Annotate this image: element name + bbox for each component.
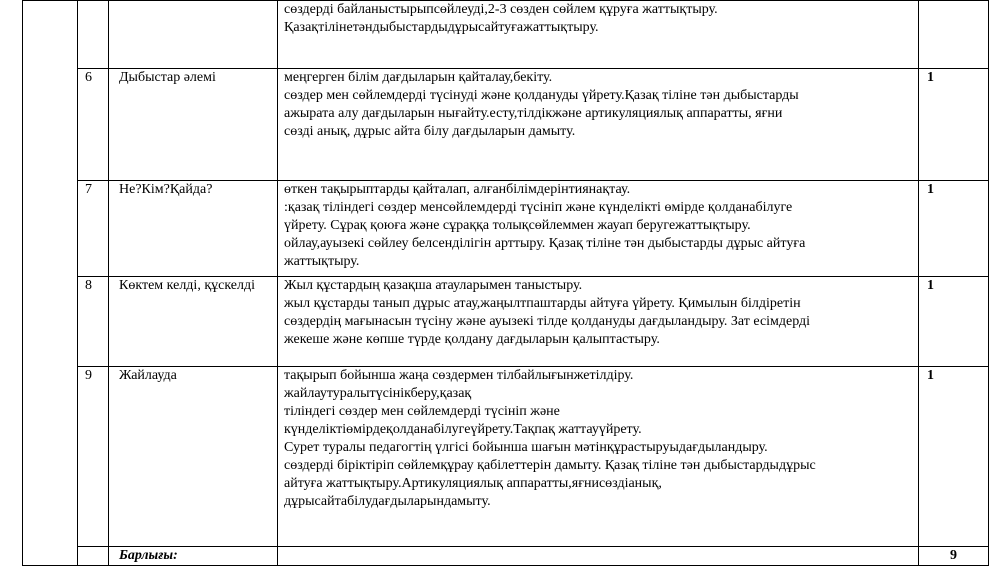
lesson-hours: 1 — [927, 278, 934, 293]
objective-line: өткен тақырыптарды қайталап, алғанбілімдерінтиянақтау. — [284, 182, 631, 197]
lesson-number-cell — [78, 181, 109, 277]
total-empty-cell — [278, 547, 919, 566]
objective-line: сөзді анық, дұрыс айта білу дағдыларын дамыту. — [284, 124, 576, 139]
lesson-number-cell — [78, 69, 109, 181]
lesson-number-cell — [78, 367, 109, 547]
objective-line: айтуға жаттықтыру.Артикуляциялық аппаратты,яғнисөздіанық, — [284, 476, 662, 491]
lesson-topic: Не?Кім?Қайда? — [119, 182, 213, 197]
objective-line: күнделіктіөмірдеқолданабілугеүйрету.Тақпақ жаттауүйрету. — [284, 422, 642, 437]
objective-line: жайлаутуралытүсінікберу,қазақ — [284, 386, 472, 401]
lesson-objectives-cell — [278, 181, 919, 277]
lesson-objectives-cell — [278, 277, 919, 367]
lesson-number: 9 — [85, 368, 92, 383]
lesson-topic-cell — [109, 367, 278, 547]
total-empty-cell — [78, 547, 109, 566]
objective-line: үйрету. Сұрақ қоюға және сұраққа толықсөйлеммен жауап беругежаттықтыру. — [284, 218, 751, 233]
lesson-hours-cell — [919, 277, 989, 367]
objective-line: ойлау,ауызекі сөйлеу белсенділігін арттыру. Қазақ тіліне тән дыбыстарды дұрыс айтуға — [284, 236, 806, 251]
lesson-objectives-cell — [278, 69, 919, 181]
lesson-number-cell — [78, 1, 109, 69]
lesson-topic-cell — [109, 181, 278, 277]
objective-line: сөздер мен сөйлемдерді түсінуді және қолдануды үйрету.Қазақ тіліне тән дыбыстарды — [284, 88, 799, 103]
objective-line: Сурет туралы педагогтің үлгісі бойынша шағын мәтінқұрастыруыдағдыландыру. — [284, 440, 768, 455]
objective-line: сөздердің мағынасын түсіну және ауызекі тілде қолдануды дағдыландыру. Зат есімдерді — [284, 314, 811, 329]
lesson-hours-cell — [919, 1, 989, 69]
total-value: 9 — [919, 547, 989, 566]
objective-line: Жыл құстардың қазақша атауларымен таныстыру. — [284, 278, 583, 293]
lesson-hours: 1 — [927, 70, 934, 85]
objective-line: :қазақ тіліндегі сөздер менсөйлемдерді түсініп және күнделікті өмірде қолданабілуге — [284, 200, 793, 215]
lesson-hours-cell — [919, 69, 989, 181]
objective-line: тіліндегі сөздер мен сөйлемдерді түсініп және — [284, 404, 560, 419]
lesson-topic-cell — [109, 69, 278, 181]
lesson-hours-cell — [919, 367, 989, 547]
lesson-number: 8 — [85, 278, 92, 293]
lesson-number: 6 — [85, 70, 92, 85]
lesson-hours: 1 — [927, 368, 934, 383]
table-row — [23, 1, 989, 69]
lesson-topic-cell — [109, 1, 278, 69]
lesson-objectives-cell — [278, 367, 919, 547]
objective-line: сөздерді біріктіріп сөйлемқұрау қабілеттерін дамыту. Қазақ тіліне тән дыбыстардыдұрыс — [284, 458, 816, 473]
objective-line: жыл құстарды танып дұрыс атау,жаңылтпаштарды айтуға үйрету. Қимылын білдіретін — [284, 296, 801, 311]
lesson-number: 7 — [85, 182, 92, 197]
lesson-topic-cell — [109, 277, 278, 367]
objective-line: сөздерді байланыстырыпсөйлеуді,2-3 сөзден сөйлем құруға жаттықтыру. — [284, 2, 718, 17]
lesson-topic: Көктем келді, құскелді — [119, 278, 255, 293]
lesson-number-cell — [78, 277, 109, 367]
outer-margin-cell — [23, 1, 78, 566]
lesson-topic: Дыбыстар әлемі — [119, 70, 216, 85]
lesson-topic: Жайлауда — [119, 368, 177, 383]
objective-line: жаттықтыру. — [284, 254, 360, 269]
objective-line: дұрысайтабілудағдыларындамыту. — [284, 494, 491, 509]
curriculum-table — [22, 0, 989, 566]
lesson-hours: 1 — [927, 182, 934, 197]
total-row — [23, 547, 989, 566]
table-row — [23, 367, 989, 547]
objective-line: тақырып бойынша жаңа сөздермен тілбайлығынжетілдіру. — [284, 368, 634, 383]
lesson-objectives-cell — [278, 1, 919, 69]
table-row — [23, 69, 989, 181]
objective-line: жекеше және көпше түрде қолдану дағдыларын қалыптастыру. — [284, 332, 660, 347]
total-label: Барлығы: — [109, 547, 278, 566]
objective-line: Қазақтілінетәндыбыстардыдұрысайтуғажаттықтыру. — [284, 20, 599, 35]
table-row — [23, 181, 989, 277]
lesson-hours-cell — [919, 181, 989, 277]
table-row — [23, 277, 989, 367]
objective-line: меңгерген білім дағдыларын қайталау,бекіту. — [284, 70, 553, 85]
objective-line: ажырата алу дағдыларын нығайту.есту,тілдікжәне артикуляциялық аппаратты, яғни — [284, 106, 783, 121]
